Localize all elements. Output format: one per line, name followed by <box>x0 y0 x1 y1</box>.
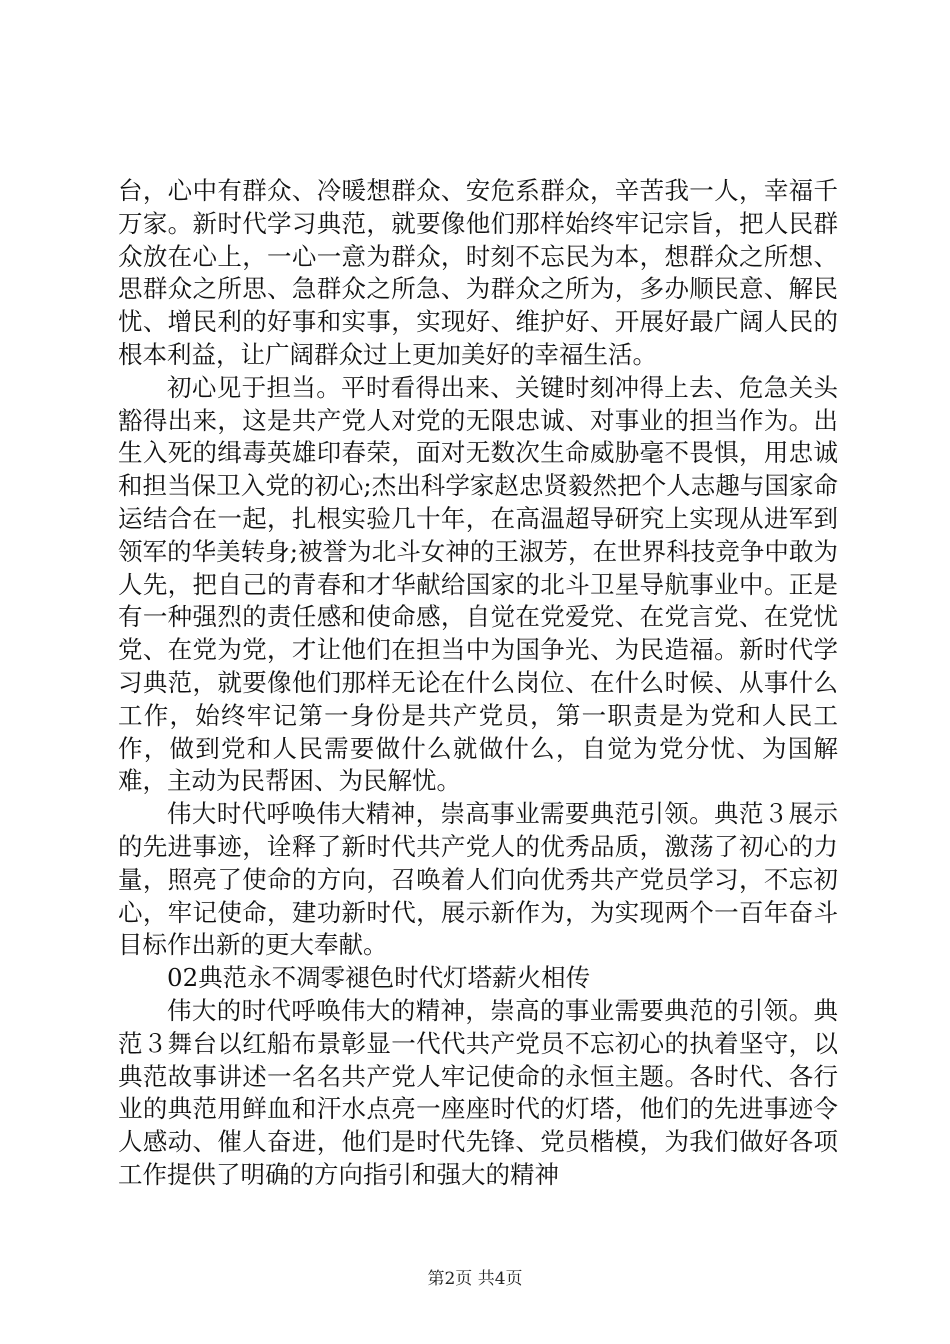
page-number-footer: 第2页 共4页 <box>427 1269 523 1289</box>
paragraph-1: 台，心中有群众、冷暖想群众、安危系群众，辛苦我一人，幸福千万家。新时代学习典范，就要像他们那样始终牢记宗旨，把人民群众放在心上，一心一意为群众，时刻不忘民为本，想群众之所想、思群众之所思、急群众之所急、为群众之所为，多办顺民意、解民忧、增民利的好事和实事，实现好、维护好、开展好最广阔人民的根本利益，让广阔群众过上更加美好的幸福生活。 <box>118 176 838 369</box>
document-body <box>118 175 838 1192</box>
paragraph-5: 伟大的时代呼唤伟大的精神，崇高的事业需要典范的引领。典范３舞台以红船布景彰显一代代共产党员不忘初心的执着坚守，以典范故事讲述一名名共产党人牢记使命的永恒主题。各时代、各行业的典范用鲜血和汗水点亮一座座时代的灯塔，他们的先进事迹令人感动、催人奋进，他们是时代先锋、党员楷模，为我们做好各项工作提供了明确的方向指引和强大的精神 <box>118 995 838 1189</box>
paragraph-2: 初心见于担当。平时看得出来、关键时刻冲得上去、危急关头豁得出来，这是共产党人对党的无限忠诚、对事业的担当作为。出生入死的缉毒英雄印春荣，面对无数次生命威胁毫不畏惧，用忠诚和担当保卫入党的初心;杰出科学家赵忠贤毅然把个人志趣与国家命运结合在一起，扎根实验几十年，在高温超导研究上实现从进军到领军的华美转身;被誉为北斗女神的王淑芳，在世界科技竞争中敢为人先，把自己的青春和才华献给国家的北斗卫星导航事业中。正是有一种强烈的责任感和使命感，自觉在党爱党、在党言党、在党忧党、在党为党，才让他们在担当中为国争光、为民造福。新时代学习典范，就要像他们那样无论在什么岗位、在什么时候、从事什么工作，始终牢记第一身份是共产党员，第一职责是为党和人民工作，做到党和人民需要做什么就做什么，自觉为党分忧、为国解难，主动为民帮困、为民解忧。 <box>118 372 838 796</box>
section-heading: 02典范永不凋零褪色时代灯塔薪火相传 <box>167 963 591 993</box>
paragraph-3: 伟大时代呼唤伟大精神，崇高事业需要典范引领。典范３展示的先进事迹，诠释了新时代共产党人的优秀品质，激荡了初心的力量，照亮了使命的方向，召唤着人们向优秀共产党员学习，不忘初心，牢记使命，建功新时代，展示新作为，为实现两个一百年奋斗目标作出新的更大奉献。 <box>118 799 838 960</box>
